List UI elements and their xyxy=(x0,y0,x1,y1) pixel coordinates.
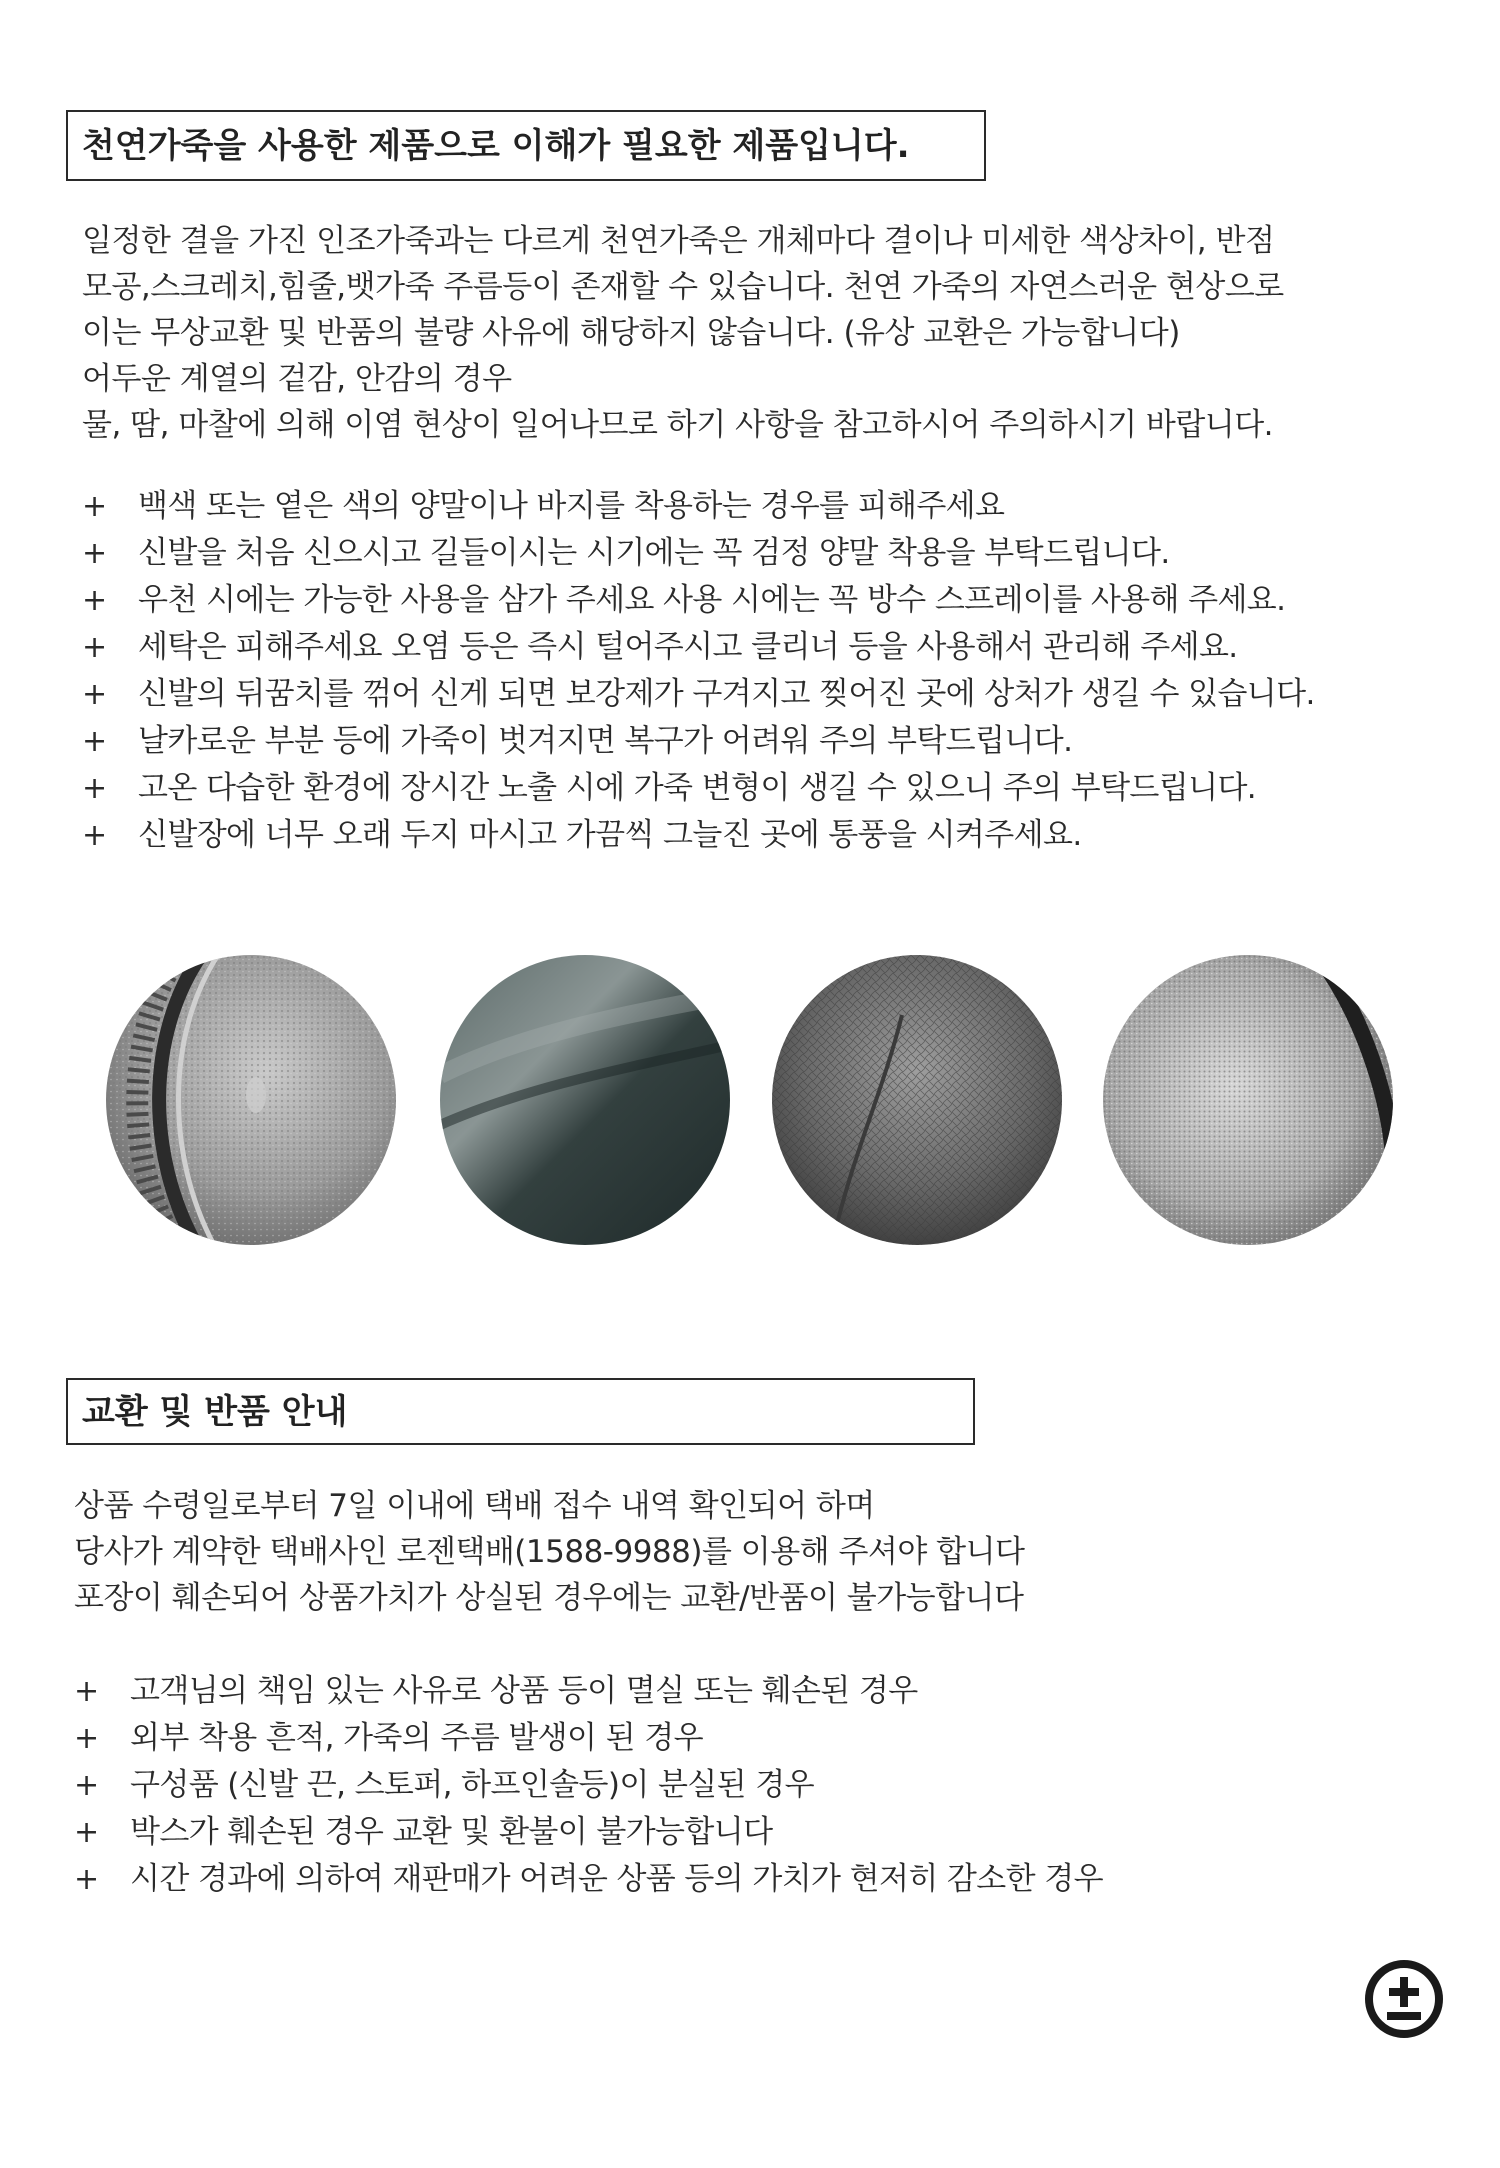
list-item-text: 날카로운 부분 등에 가죽이 벗겨지면 복구가 어려워 주의 부탁드립니다. xyxy=(138,723,1073,759)
plus-bullet-icon: + xyxy=(82,630,107,665)
paragraph-line: 일정한 결을 가진 인조가죽과는 다르게 천연가죽은 개체마다 결이나 미세한 색상차이, 반점 xyxy=(82,223,1275,259)
exchange-return-paragraph xyxy=(74,1483,1025,1621)
leather-notice-paragraph xyxy=(82,218,1284,448)
list-item-text: 신발장에 너무 오래 두지 마시고 가끔씩 그늘진 곳에 통풍을 시켜주세요. xyxy=(138,817,1082,853)
plus-bullet-icon: + xyxy=(74,1815,99,1850)
brand-logo-plus-minus-icon xyxy=(1363,1958,1445,2040)
leather-sample-silver-stitched xyxy=(106,955,396,1245)
list-item-text: 세탁은 피해주세요 오염 등은 즉시 털어주시고 클리너 등을 사용해서 관리해 주세요. xyxy=(138,629,1238,665)
paragraph-line: 모공,스크레치,힘줄,뱃가죽 주름등이 존재할 수 있습니다. 천연 가죽의 자연스러운 현상으로 xyxy=(82,269,1284,305)
list-item xyxy=(82,530,1315,577)
section-title-text: 천연가죽을 사용한 제품으로 이해가 필요한 제품입니다. xyxy=(82,125,910,166)
list-item xyxy=(82,483,1315,530)
list-item-text: 구성품 (신발 끈, 스토퍼, 하프인솔등)이 분실된 경우 xyxy=(130,1767,814,1803)
list-item xyxy=(82,718,1315,765)
plus-bullet-icon: + xyxy=(82,818,107,853)
list-item-text: 외부 착용 흔적, 가죽의 주름 발생이 된 경우 xyxy=(130,1720,703,1756)
list-item xyxy=(74,1856,1103,1903)
plus-bullet-icon: + xyxy=(82,724,107,759)
plus-bullet-icon: + xyxy=(82,677,107,712)
list-item xyxy=(74,1668,1103,1715)
leather-sample-images xyxy=(0,955,1500,1245)
list-item-text: 고객님의 책임 있는 사유로 상품 등이 멸실 또는 훼손된 경우 xyxy=(130,1673,918,1709)
paragraph-line: 물, 땀, 마찰에 의해 이염 현상이 일어나므로 하기 사항을 참고하시어 주의하시기 바랍니다. xyxy=(82,407,1274,443)
list-item xyxy=(74,1762,1103,1809)
plus-bullet-icon: + xyxy=(82,771,107,806)
list-item-text: 시간 경과에 의하여 재판매가 어려운 상품 등의 가치가 현저히 감소한 경우 xyxy=(130,1861,1103,1897)
care-instructions-list xyxy=(82,483,1315,859)
plus-bullet-icon: + xyxy=(74,1721,99,1756)
list-item-text: 신발을 처음 신으시고 길들이시는 시기에는 꼭 검정 양말 착용을 부탁드립니다. xyxy=(138,535,1170,571)
list-item xyxy=(82,765,1315,812)
paragraph-line: 상품 수령일로부터 7일 이내에 택배 접수 내역 확인되어 하며 xyxy=(74,1488,875,1524)
plus-bullet-icon: + xyxy=(74,1674,99,1709)
list-item-text: 신발의 뒤꿈치를 꺾어 신게 되면 보강제가 구겨지고 찢어진 곳에 상처가 생길 수 있습니다. xyxy=(138,676,1315,712)
paragraph-line: 포장이 훼손되어 상품가치가 상실된 경우에는 교환/반품이 불가능합니다 xyxy=(74,1580,1024,1616)
paragraph-line: 당사가 계약한 택배사인 로젠택배(1588-9988)를 이용해 주셔야 합니다 xyxy=(74,1534,1025,1570)
section-title-text: 교환 및 반품 안내 xyxy=(82,1391,348,1432)
plus-bullet-icon: + xyxy=(74,1862,99,1897)
list-item xyxy=(74,1809,1103,1856)
exchange-exclusion-list xyxy=(74,1668,1103,1903)
plus-bullet-icon: + xyxy=(82,489,107,524)
list-item xyxy=(82,671,1315,718)
list-item xyxy=(82,624,1315,671)
list-item-text: 고온 다습한 환경에 장시간 노출 시에 가죽 변형이 생길 수 있으니 주의 부탁드립니다. xyxy=(138,770,1257,806)
paragraph-line: 어두운 계열의 겉감, 안감의 경우 xyxy=(82,361,512,397)
leather-sample-silver-textured xyxy=(1103,955,1393,1245)
list-item-text: 우천 시에는 가능한 사용을 삼가 주세요 사용 시에는 꼭 방수 스프레이를 사용해 주세요. xyxy=(138,582,1286,618)
section-title-exchange-return xyxy=(66,1378,975,1445)
leather-sample-dark-teal xyxy=(440,955,730,1245)
plus-bullet-icon: + xyxy=(82,583,107,618)
section-title-leather-notice xyxy=(66,110,986,181)
list-item xyxy=(82,812,1315,859)
plus-bullet-icon: + xyxy=(74,1768,99,1803)
plus-bullet-icon: + xyxy=(82,536,107,571)
list-item-text: 백색 또는 옅은 색의 양말이나 바지를 착용하는 경우를 피해주세요 xyxy=(138,488,1005,524)
list-item xyxy=(82,577,1315,624)
list-item-text: 박스가 훼손된 경우 교환 및 환불이 불가능합니다 xyxy=(130,1814,773,1850)
list-item xyxy=(74,1715,1103,1762)
paragraph-line: 이는 무상교환 및 반품의 불량 사유에 해당하지 않습니다. (유상 교환은 가능합니다) xyxy=(82,315,1180,351)
leather-sample-gunmetal xyxy=(772,955,1062,1245)
